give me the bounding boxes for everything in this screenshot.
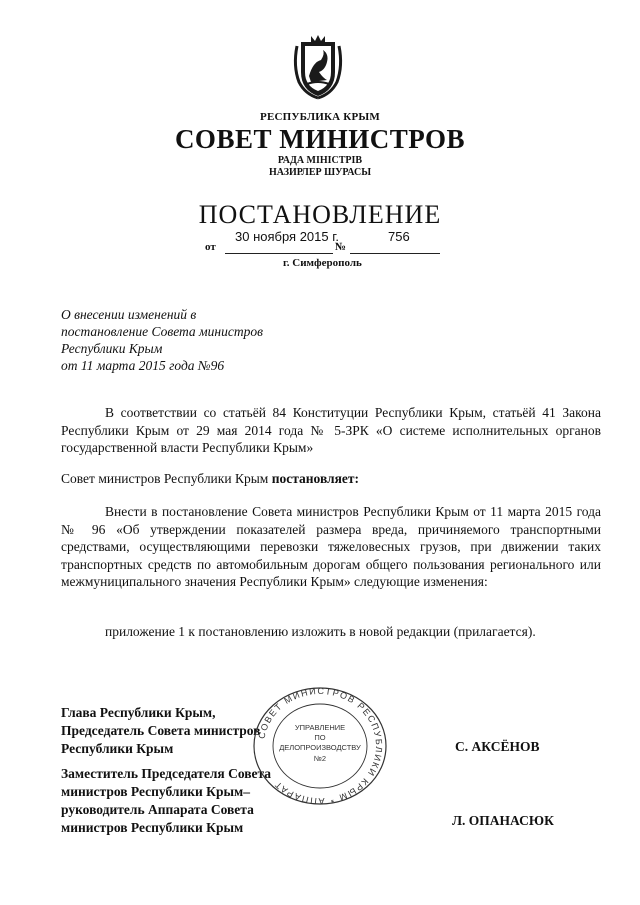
number-label: № xyxy=(335,241,347,253)
official-stamp xyxy=(250,686,390,806)
title-line: Глава Республики Крым, xyxy=(61,705,216,720)
subject-line: Республики Крым xyxy=(61,341,163,356)
subject-line: постановление Совета министров xyxy=(61,324,263,339)
title-line: Председатель Совета министров xyxy=(61,723,261,738)
main-paragraph: Внести в постановление Совета министров Республики Крым от 11 марта 2015 года № 96 «Об утверждении показателей размера вреда, причиняемого транспортными средствами, осуществляющими перевозки тяжеловесных грузов, при движении таких транспортных средств по автомобильным дорогам общего пользования регионального или межмуниципального значения Республики Крым» следующие изменения: xyxy=(61,504,601,589)
issuing-body-crimean-tatar: НАЗИРЛЕР ШУРАСЫ xyxy=(268,167,372,178)
issuing-body: СОВЕТ МИНИСТРОВ xyxy=(174,124,466,154)
resolves-prefix: Совет министров Республики Крым xyxy=(61,471,272,486)
stamp-line: ПО xyxy=(314,733,326,742)
title-line: министров Республики Крым xyxy=(61,820,244,835)
document-date: 30 ноября 2015 г. xyxy=(235,229,339,244)
stamp-line: №2 xyxy=(313,754,327,763)
title-line: Заместитель Председателя Совета xyxy=(61,766,272,781)
title-line: Республики Крым xyxy=(61,741,174,756)
title-line: министров Республики Крым– xyxy=(61,784,250,799)
resolves-keyword: постановляет: xyxy=(271,471,360,486)
stamp-line: УПРАВЛЕНИЕ xyxy=(294,723,346,732)
second-signatory-name: Л. ОПАНАСЮК xyxy=(452,813,554,828)
date-number-line xyxy=(205,229,440,259)
subject-line: от 11 марта 2015 года №96 xyxy=(61,358,225,373)
stamp-ring-text: СОВЕТ МИНИСТРОВ РЕСПУБЛИКИ КРЫМ * АППАРАТ xyxy=(256,686,385,806)
resolves-paragraph xyxy=(61,470,601,488)
stamp-line: ДЕЛОПРОИЗВОДСТВУ xyxy=(279,743,361,752)
number-underline xyxy=(350,253,440,254)
city: г. Симферополь xyxy=(283,257,362,269)
from-label: от xyxy=(205,241,216,253)
document-type-title: ПОСТАНОВЛЕНИЕ xyxy=(198,200,442,229)
subject-line: О внесении изменений в xyxy=(61,307,197,322)
region-name: РЕСПУБЛИКА КРЫМ xyxy=(260,111,380,123)
issuing-body-ukrainian: РАДА МІНІСТРІВ xyxy=(277,155,363,166)
first-signatory-name: С. АКСЁНОВ xyxy=(455,739,540,754)
preamble-paragraph: В соответствии со статьёй 84 Конституции Республики Крым, статьёй 41 Закона Республики Крым от 29 мая 2014 года № 5-ЗРК «О системе исполнительных органов государственной власти Республики Крым» xyxy=(61,405,601,455)
date-underline xyxy=(225,253,333,254)
change-item: приложение 1 к постановлению изложить в новой редакции (прилагается). xyxy=(105,624,536,639)
document-number: 756 xyxy=(388,229,410,244)
document-subject xyxy=(61,306,361,374)
coat-of-arms-emblem xyxy=(291,32,345,100)
title-line: руководитель Аппарата Совета xyxy=(61,802,254,817)
